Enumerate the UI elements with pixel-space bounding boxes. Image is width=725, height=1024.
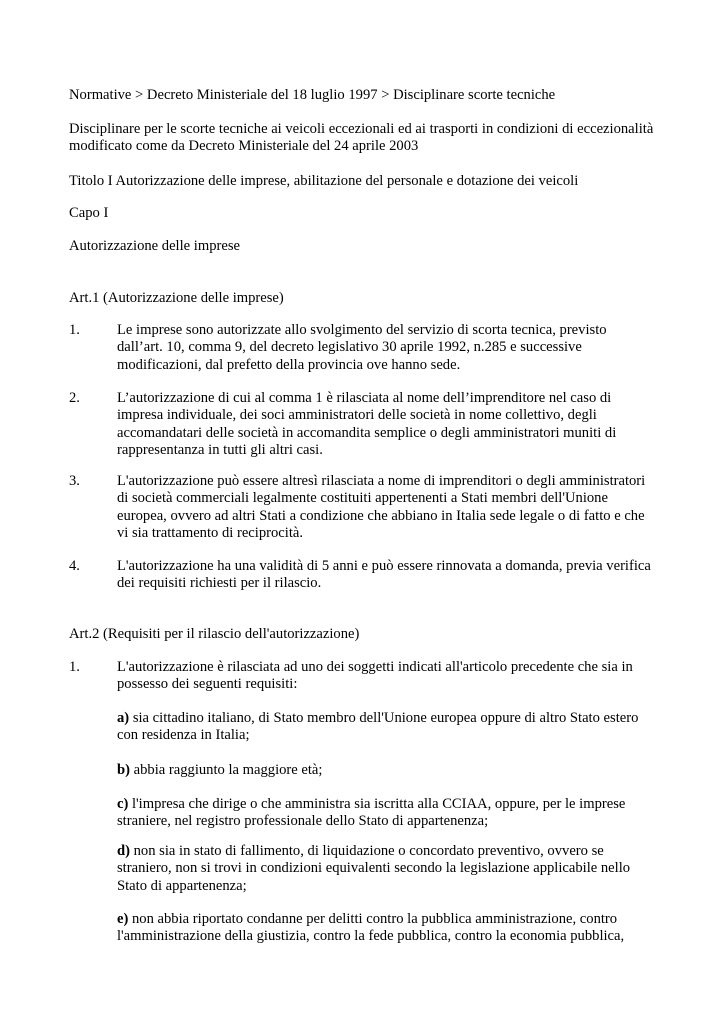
text-line: L’autorizzazione di cui al comma 1 è rilasciata al nome dell’imprenditore nel caso di [117, 390, 612, 406]
text-line: L'autorizzazione può essere altresì rilasciata a nome di imprenditori o degli amministratori [117, 473, 646, 489]
text-line: modificazioni, dal prefetto della provincia ove hanno sede. [117, 356, 461, 373]
text-line: europea, ovvero ad altri Stati a condizione che abbiano in Italia sede legale o di fatto e che [117, 507, 645, 524]
text-line [117, 796, 677, 813]
requirement-b [117, 762, 677, 779]
text-line: straniero, non si trovi in condizioni equivalenti secondo la legislazione applicabile nello [117, 860, 631, 877]
text-line [117, 762, 677, 779]
requirement-letter: a) [117, 710, 130, 726]
art1-item-number: 1. [69, 322, 80, 338]
requirement-letter: c) [117, 796, 129, 812]
text-line: l'amministrazione della giustizia, contro la fede pubblica, contro la economia pubblica, [117, 928, 625, 945]
text-line: dei requisiti richiesti per il rilascio. [117, 575, 322, 592]
breadcrumb: Normative > Decreto Ministeriale del 18 luglio 1997 > Disciplinare scorte tecniche [69, 87, 556, 103]
text-line [117, 710, 677, 727]
requirement-letter: d) [117, 843, 130, 859]
requirement-letter: e) [117, 911, 129, 927]
requirement-c [117, 796, 677, 831]
text-line: Le imprese sono autorizzate allo svolgimento del servizio di scorta tecnica, previsto [117, 322, 607, 338]
text-line: vi sia trattamento di reciprocità. [117, 524, 303, 541]
document-title-line-2: modificato come da Decreto Ministeriale del 24 aprile 2003 [69, 138, 419, 154]
art2-item-number: 1. [69, 659, 80, 675]
capo-heading: Capo I [69, 205, 109, 221]
text-line: impresa individuale, dei soci amministratori delle società in nome collettivo, degli [117, 407, 597, 424]
text-line: straniere, nel registro professionale dello Stato di appartenenza; [117, 813, 489, 830]
text-line: accomandatari delle società in accomandita semplice o degli amministratori muniti di [117, 424, 617, 441]
text-line: L'autorizzazione ha una validità di 5 anni e può essere rinnovata a domanda, previa verifica [117, 558, 651, 574]
requirement-text: non sia in stato di fallimento, di liquidazione o concordato preventivo, ovvero se [129, 843, 604, 859]
art1-item-text [117, 322, 677, 374]
art1-item-number: 4. [69, 558, 80, 574]
text-line: L'autorizzazione è rilasciata ad uno dei soggetti indicati all'articolo precedente che sia in [117, 659, 633, 675]
text-line: dall’art. 10, comma 9, del decreto legislativo 30 aprile 1992, n.285 e successive [117, 339, 582, 356]
art1-item-number: 3. [69, 473, 80, 489]
requirement-text: sia cittadino italiano, di Stato membro dell'Unione europea oppure di altro Stato estero [129, 710, 639, 726]
art2-item-text [117, 659, 677, 694]
art1-item-text [117, 473, 677, 542]
text-line: con residenza in Italia; [117, 727, 250, 744]
requirement-text: non abbia riportato condanne per delitti contro la pubblica amministrazione, contro [128, 911, 618, 927]
text-line: Stato di appartenenza; [117, 877, 247, 894]
requirement-text: l'impresa che dirige o che amministra sia iscritta alla CCIAA, oppure, per le imprese [128, 796, 626, 812]
text-line: di società commerciali legalmente costituiti appertenenti a Stati membri dell'Unione [117, 490, 608, 507]
requirement-text: abbia raggiunto la maggiore età; [129, 762, 323, 778]
requirement-a [117, 710, 677, 745]
art1-item-text [117, 558, 677, 593]
text-line: rappresentanza in tutti gli altri casi. [117, 441, 323, 458]
art2-heading: Art.2 (Requisiti per il rilascio dell'autorizzazione) [69, 626, 360, 642]
capo-subtitle: Autorizzazione delle imprese [69, 238, 240, 254]
art1-item-number: 2. [69, 390, 80, 406]
text-line [117, 843, 677, 860]
art1-item-text [117, 390, 677, 459]
requirement-e [117, 911, 677, 946]
text-line [117, 911, 677, 928]
requirement-letter: b) [117, 762, 130, 778]
text-line: possesso dei seguenti requisiti: [117, 676, 298, 693]
titolo-heading: Titolo I Autorizzazione delle imprese, abilitazione del personale e dotazione dei veicoli [69, 173, 579, 189]
art1-heading: Art.1 (Autorizzazione delle imprese) [69, 290, 284, 306]
requirement-d [117, 843, 677, 895]
document-title-line-1: Disciplinare per le scorte tecniche ai veicoli eccezionali ed ai trasporti in condizioni di eccezionalità [69, 121, 654, 137]
